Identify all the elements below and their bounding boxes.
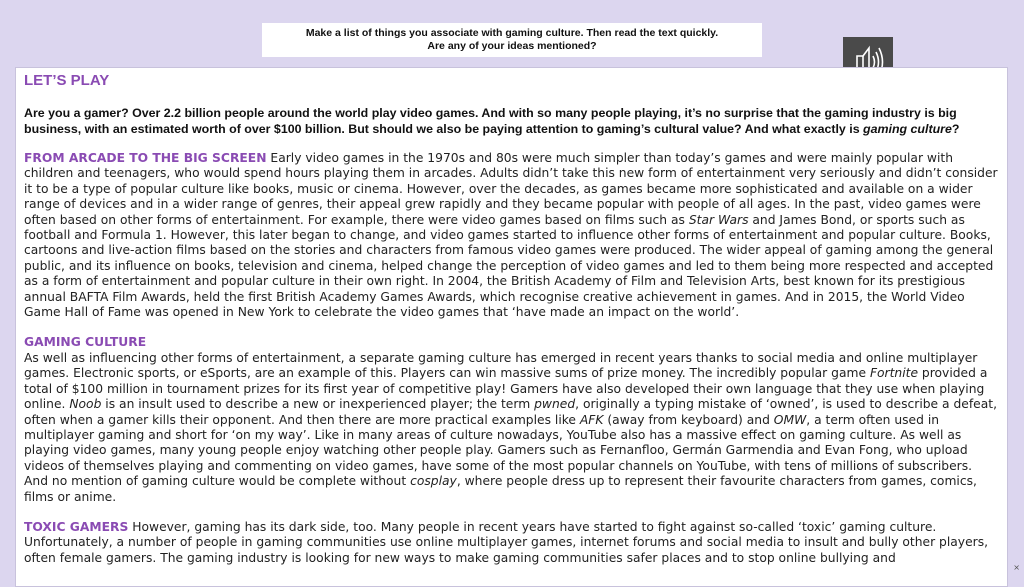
- intro-emphasis: gaming culture: [863, 121, 952, 136]
- corner-mark: ×: [1013, 563, 1020, 572]
- section-arcade-em-1: Star Wars: [688, 212, 749, 227]
- gc-em-1: Fortnite: [869, 366, 919, 381]
- section-toxic-gamers: [24, 520, 999, 566]
- gc-em-2: Noob: [69, 397, 102, 412]
- instruction-line-1: Make a list of things you associate with gaming culture. Then read the text quickly.: [305, 27, 719, 39]
- gc-text-2: provided a total of $100 million in tournament prizes for its first year of competitive play! Gamers have also developed their own language that they use when playing online.: [24, 366, 988, 412]
- gc-text-3: is an insult used to describe a new or inexperienced player; the term: [101, 397, 535, 412]
- intro-end: ?: [951, 121, 960, 136]
- gc-em-4: AFK: [579, 412, 604, 427]
- gc-text-4: , originally a typing mistake of ‘owned’, is used to describe a defeat, often when a gamer kills their opponent. And then there are more practical examples like: [24, 397, 997, 427]
- instruction-line-2: Are any of your ideas mentioned?: [427, 39, 597, 52]
- gc-text-7: , where people dress up to represent their favourite characters from games, comics, films or anime.: [24, 474, 977, 504]
- toxic-text-1: However, gaming has its dark side, too. Many people in recent years have started to fight against so-called ‘toxic’ gaming culture. Unfortunately, a number of people in gaming communities use online multiplayer games, internet forums and social media to insult and bully other players, often female gamers. The gaming industry is looking for new ways to make gaming communities safer places and to stop online bullying and: [24, 519, 989, 565]
- section-arcade-text-1: Early video games in the 1970s and 80s were much simpler than today’s games and were mainly popular with children and teenagers, who would spend hours playing them in arcades. Adults didn’t take this new form of entertainment very seriously and didn’t consider it to be a type of popular culture like books, music or cinema. However, over the decades, as games became more sophisticated and available on a wider range of devices and in a wider range of genres, their appeal grew rapidly and they became popular with people of all ages. In the past, video games were often based on other forms of entertainment. For example, there were video games based on films such as: [24, 151, 998, 227]
- section-toxic-heading: TOXIC GAMERS: [24, 519, 129, 534]
- article-intro: [24, 106, 999, 137]
- article-title: LET’S PLAY: [24, 72, 110, 89]
- section-arcade-text-2: and James Bond, or sports such as football and Formula 1. However, this later began to change, and video games started to influence other forms of entertainment and popular culture. Books, cartoons and live-action films based on the stories and characters from famous video games were produced. The wider appeal of gaming among the general public, and its influence on books, television and cinema, helped change the perception of video games and led to them being more respected and accepted as a form of entertainment and popular culture in their own right. In 2004, the British Academy of Film and Television Arts, best known for its prestigious annual BAFTA Film Awards, held the first British Academy Games Awards, which recognise creative achievement in games. And in 2015, the World Video Game Hall of Fame was opened in New York to celebrate the video games that ‘have made an impact on the world’.: [24, 212, 994, 320]
- gc-em-6: cosplay: [410, 474, 457, 489]
- gc-text-1: As well as influencing other forms of entertainment, a separate gaming culture has emerged in recent years thanks to social media and online multiplayer games. Electronic sports, or eSports, are an example of this. Players can win massive sums of prize money. The incredibly popular game: [24, 350, 978, 381]
- gc-em-3: pwned: [534, 397, 576, 412]
- article-panel[interactable]: [15, 67, 1008, 587]
- gc-em-5: OMW: [773, 412, 807, 427]
- section-arcade-heading: FROM ARCADE TO THE BIG SCREEN: [24, 151, 267, 165]
- intro-text: Are you a gamer? Over 2.2 billion people around the world play video games. And with so many people playing, it’s no surprise that the gaming industry is big business, with an estimated worth of over $100 billion. But should we also be paying attention to gaming’s cultural value? And what exactly is: [24, 106, 957, 136]
- instruction-box: [262, 23, 762, 57]
- section-gaming-culture: [24, 335, 999, 504]
- section-arcade: [24, 151, 999, 320]
- section-gaming-culture-heading: GAMING CULTURE: [24, 335, 147, 350]
- gc-text-6: , a term often used in multiplayer gaming and short for ‘on my way’. Like in many areas of culture nowadays, YouTube also has a massive effect on gaming culture. As well as playing video games, many young people enjoy watching other people play. Gamers such as Fernanfloo, Germán Garmendia and Evan Fong, who upload videos of themselves playing and commenting on video games, have some of the most popular channels on YouTube, with tens of millions of subscribers. And no mention of gaming culture would be complete without: [24, 412, 973, 489]
- gc-text-5: (away from keyboard) and: [603, 412, 774, 427]
